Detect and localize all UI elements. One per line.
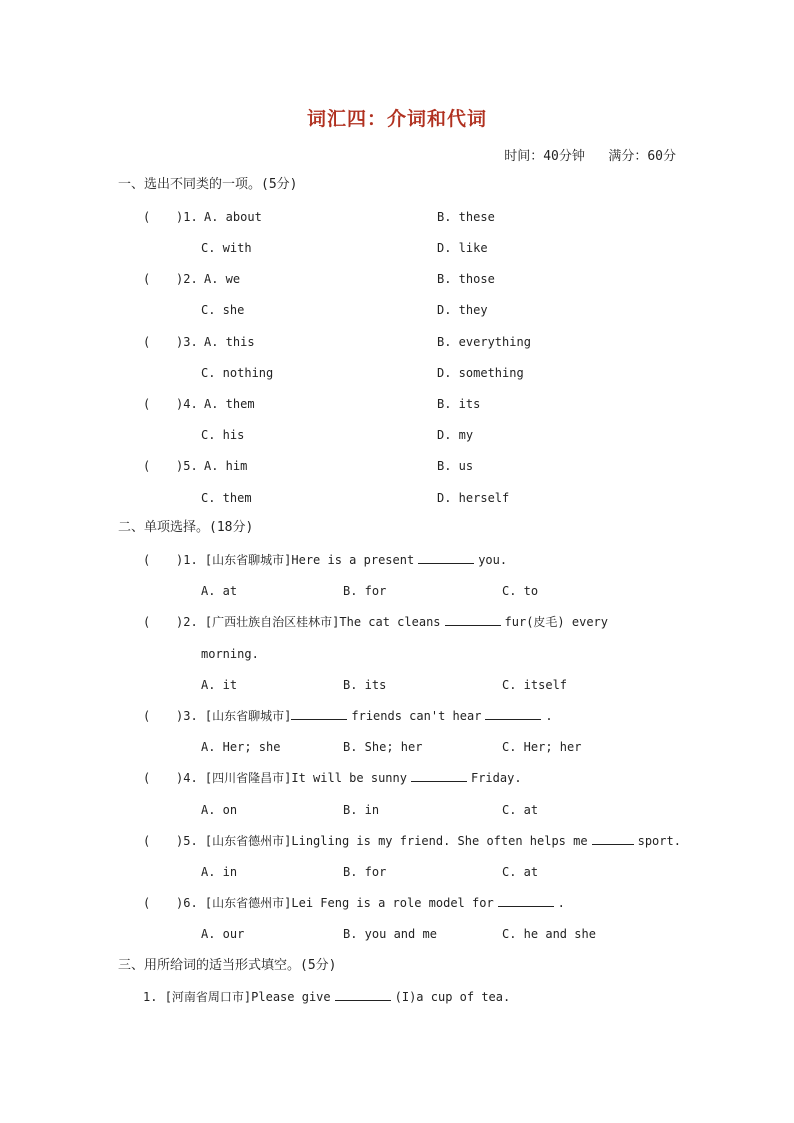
answer-paren[interactable]: ( bbox=[143, 896, 151, 910]
option-a: A. him bbox=[204, 459, 248, 473]
option-c: C. to bbox=[502, 584, 539, 598]
question-text: friends can't hear bbox=[351, 709, 482, 723]
option-a: A. them bbox=[204, 397, 255, 411]
option-d: D. like bbox=[437, 241, 488, 255]
question-source: [山东省德州市] bbox=[204, 834, 292, 848]
section2-heading: 二、单项选择。(18分) bbox=[118, 520, 254, 535]
option-a: A. in bbox=[201, 865, 238, 879]
question-text: . bbox=[545, 709, 553, 723]
option-c: C. with bbox=[201, 241, 252, 255]
answer-blank[interactable] bbox=[592, 833, 634, 845]
option-c: C. Her; her bbox=[502, 740, 582, 754]
answer-blank[interactable] bbox=[498, 895, 554, 907]
option-b: B. She; her bbox=[343, 740, 423, 754]
answer-paren[interactable]: ( bbox=[143, 771, 151, 785]
option-d: D. they bbox=[437, 303, 488, 317]
question-text: Please give bbox=[251, 990, 331, 1004]
answer-paren[interactable]: ( bbox=[143, 615, 151, 629]
option-a: A. about bbox=[204, 210, 262, 224]
answer-blank[interactable] bbox=[411, 770, 467, 782]
question-source: [山东省聊城市] bbox=[204, 553, 292, 567]
question-stem bbox=[176, 833, 681, 849]
answer-paren[interactable]: ( bbox=[143, 272, 151, 286]
option-c: C. his bbox=[201, 428, 245, 442]
option-b: B. everything bbox=[437, 335, 531, 349]
option-b: B. you and me bbox=[343, 927, 437, 941]
question-source: [四川省隆昌市] bbox=[204, 771, 292, 785]
option-a: A. Her; she bbox=[201, 740, 281, 754]
option-c: C. she bbox=[201, 303, 245, 317]
answer-paren[interactable]: ( bbox=[143, 397, 151, 411]
question-source: [山东省德州市] bbox=[204, 896, 292, 910]
option-b: B. its bbox=[437, 397, 481, 411]
answer-paren[interactable]: ( bbox=[143, 553, 151, 567]
option-c: C. at bbox=[502, 803, 539, 817]
option-b: B. in bbox=[343, 803, 380, 817]
question-text: Lei Feng is a role model for bbox=[291, 896, 494, 910]
option-c: C. nothing bbox=[201, 366, 274, 380]
option-a: A. at bbox=[201, 584, 238, 598]
question-text: fur(皮毛) every bbox=[504, 615, 609, 629]
option-b: B. its bbox=[343, 678, 387, 692]
option-a: A. our bbox=[201, 927, 245, 941]
answer-paren[interactable]: ( bbox=[143, 335, 151, 349]
answer-paren[interactable]: ( bbox=[143, 459, 151, 473]
question-text: sport. bbox=[637, 834, 681, 848]
question-stem bbox=[143, 989, 510, 1005]
answer-blank[interactable] bbox=[445, 614, 501, 626]
question-number: )6. bbox=[176, 896, 198, 910]
section1-heading: 一、选出不同类的一项。(5分) bbox=[118, 177, 298, 192]
option-d: D. herself bbox=[437, 491, 510, 505]
option-a: A. this bbox=[204, 335, 255, 349]
question-number: )2. bbox=[176, 272, 198, 286]
question-source: [河南省周口市] bbox=[164, 990, 252, 1004]
question-text: (I)a cup of tea. bbox=[394, 990, 511, 1004]
question-number: )1. bbox=[176, 553, 198, 567]
option-b: B. for bbox=[343, 584, 387, 598]
question-number: )5. bbox=[176, 459, 198, 473]
answer-blank[interactable] bbox=[335, 989, 391, 1001]
question-stem bbox=[176, 895, 565, 911]
option-c: C. he and she bbox=[502, 927, 596, 941]
exam-meta: 时间：40分钟 满分：60分 bbox=[504, 149, 676, 164]
question-source: [山东省聊城市] bbox=[204, 709, 292, 723]
question-number: )2. bbox=[176, 615, 198, 629]
question-text: . bbox=[557, 896, 565, 910]
option-a: A. on bbox=[201, 803, 238, 817]
question-number: 1. bbox=[143, 990, 158, 1004]
answer-blank[interactable] bbox=[485, 708, 541, 720]
option-d: D. my bbox=[437, 428, 474, 442]
question-source: [广西壮族自治区桂林市] bbox=[204, 615, 340, 629]
option-a: A. we bbox=[204, 272, 241, 286]
option-b: B. those bbox=[437, 272, 495, 286]
option-a: A. it bbox=[201, 678, 238, 692]
question-number: )5. bbox=[176, 834, 198, 848]
option-c: C. them bbox=[201, 491, 252, 505]
question-stem bbox=[176, 552, 507, 568]
question-number: )1. bbox=[176, 210, 198, 224]
option-c: C. itself bbox=[502, 678, 568, 692]
section3-heading: 三、用所给词的适当形式填空。(5分) bbox=[118, 958, 337, 973]
answer-paren[interactable]: ( bbox=[143, 210, 151, 224]
question-text: you. bbox=[478, 553, 508, 567]
option-b: B. us bbox=[437, 459, 474, 473]
question-number: )3. bbox=[176, 335, 198, 349]
page-title: 词汇四：介词和代词 bbox=[306, 108, 487, 130]
question-number: )4. bbox=[176, 771, 198, 785]
option-b: B. for bbox=[343, 865, 387, 879]
question-text: The cat cleans bbox=[339, 615, 441, 629]
question-stem bbox=[176, 708, 553, 724]
question-text: morning. bbox=[201, 647, 259, 661]
question-stem bbox=[176, 770, 522, 786]
answer-blank[interactable] bbox=[291, 708, 347, 720]
question-text: Here is a present bbox=[291, 553, 415, 567]
question-text: Friday. bbox=[470, 771, 522, 785]
answer-blank[interactable] bbox=[418, 552, 474, 564]
answer-paren[interactable]: ( bbox=[143, 834, 151, 848]
option-d: D. something bbox=[437, 366, 524, 380]
question-number: )4. bbox=[176, 397, 198, 411]
question-stem bbox=[176, 614, 608, 630]
option-b: B. these bbox=[437, 210, 495, 224]
question-text: Lingling is my friend. She often helps me bbox=[291, 834, 588, 848]
answer-paren[interactable]: ( bbox=[143, 709, 151, 723]
question-number: )3. bbox=[176, 709, 198, 723]
question-text: It will be sunny bbox=[291, 771, 407, 785]
option-c: C. at bbox=[502, 865, 539, 879]
